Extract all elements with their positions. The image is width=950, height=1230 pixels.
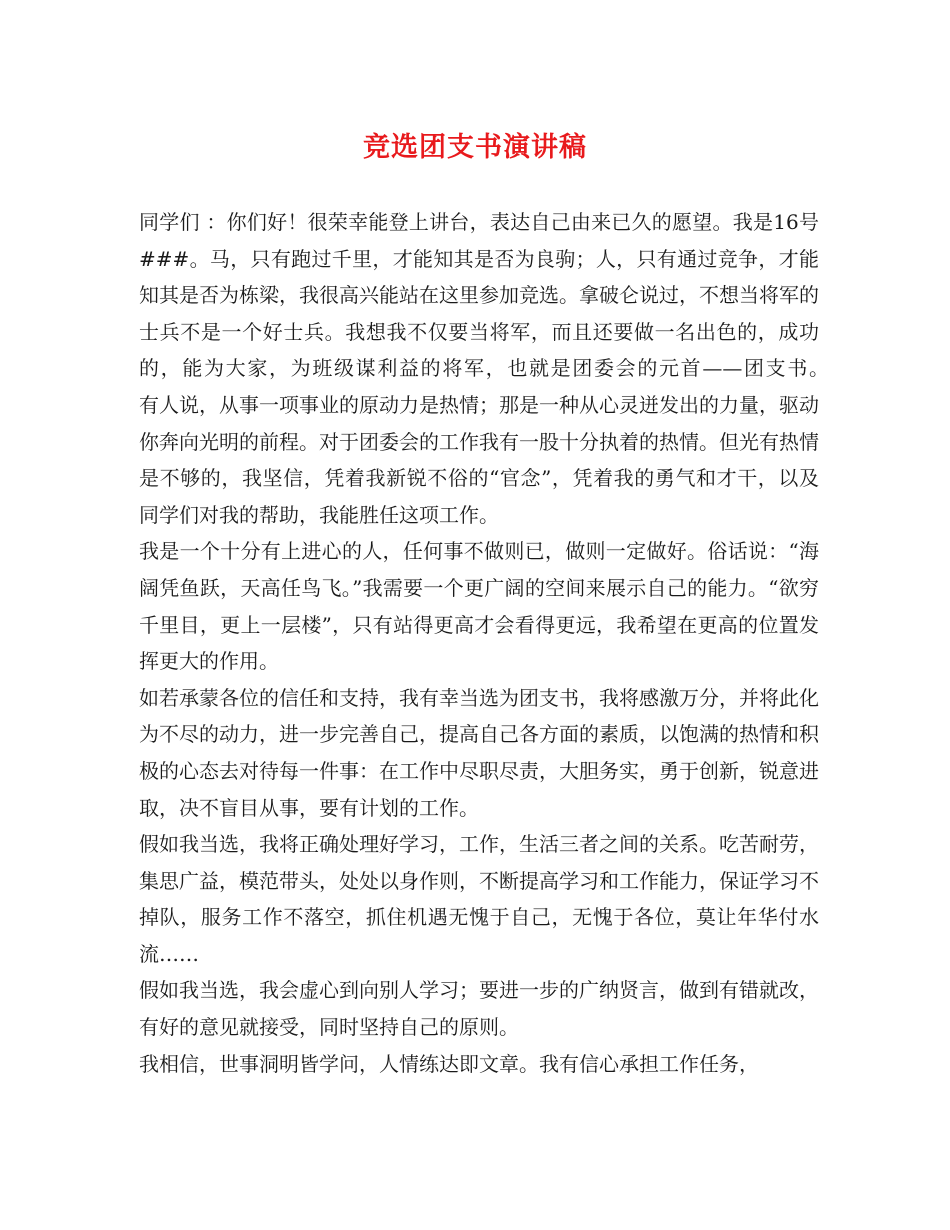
- paragraph-4: 假如我当选，我将正确处理好学习，工作，生活三者之间的关系。吃苦耐劳，集思广益，模范带头，处处以身作则，不断提高学习和工作能力，保证学习不掉队，服务工作不落空，抓住机遇无愧于自己，无愧于各位，莫让年华付水流……: [139, 832, 819, 966]
- document-title: 竞选团支书演讲稿: [363, 132, 587, 163]
- paragraph-3: 如若承蒙各位的信任和支持，我有幸当选为团支书，我将感激万分，并将此化为不尽的动力，进一步完善自己，提高自己各方面的素质，以饱满的热情和积极的心态去对待每一件事：在工作中尽职尽责，大胆务实，勇于创新，锐意进取，决不盲目从事，要有计划的工作。: [139, 685, 819, 820]
- paragraph-2: 我是一个十分有上进心的人，任何事不做则已，做则一定做好。俗话说：“海阔凭鱼跃，天高任鸟飞。”我需要一个更广阔的空间来展示自己的能力。“欲穷千里目，更上一层楼”，只有站得更高才会看得更远，我希望在更高的位置发挥更大的作用。: [139, 539, 819, 674]
- document-body: [139, 204, 859, 1082]
- paragraph-5: 假如我当选，我会虚心到向别人学习；要进一步的广纳贤言，做到有错就改，有好的意见就接受，同时坚持自己的原则。: [139, 978, 819, 1040]
- paragraph-1: 同学们 ：你们好！很荣幸能登上讲台，表达自己由来已久的愿望。我是16号###。马，只有跑过千里，才能知其是否为良驹；人，只有通过竞争，才能知其是否为栋梁，我很高兴能站在这里参加竞选。拿破仑说过，不想当将军的士兵不是一个好士兵。我想我不仅要当将军，而且还要做一名出色的，成功的，能为大家，为班级谋利益的将军，也就是团委会的元首——团支书。 有人说，从事一项事业的原动力是热情；那是一种从心灵迸发出的力量，驱动你奔向光明的前程。对于团委会的工作我有一股十分执着的热情。但光有热情是不够的，我坚信，凭着我新锐不俗的“官念”，凭着我的勇气和才干，以及同学们对我的帮助，我能胜任这项工作。: [139, 210, 859, 527]
- paragraph-6: 我相信，世事洞明皆学问，人情练达即文章。我有信心承担工作任务，: [139, 1051, 759, 1076]
